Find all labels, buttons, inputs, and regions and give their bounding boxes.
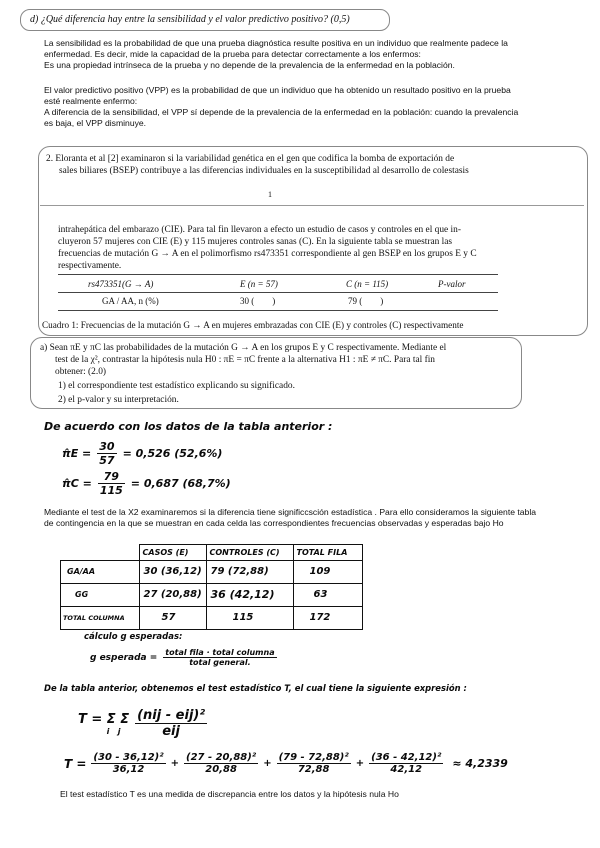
formula-num: (nij - eij)² <box>137 708 206 723</box>
table-cell: 30 (36,12) <box>139 560 206 583</box>
typed-line: Mediante el test de la X2 examinaremos si la diferencia tiene significcsción estadística . Para ello consideramos la siguiente tabla <box>44 507 537 517</box>
answer-line: La sensibilidad es la probabilidad de que una prueba diagnóstica resulte positiva en un individuo que realmente padece la <box>44 38 508 48</box>
table-caption: Cuadro 1: Frecuencias de la mutación G → A en mujeres embrazadas con CIE (E) y controles (C) respectivamente <box>42 320 464 330</box>
table-cell: CONTROLES (C) <box>206 545 293 561</box>
question-2-line: cluyeron 57 mujeres con CIE (E) y 115 mujeres controles sanas (C). En la siguiente tabla se muestran las <box>58 237 453 247</box>
handwritten-intro: De acuerdo con los datos de la tabla anterior : <box>44 420 333 433</box>
table-row <box>61 545 363 561</box>
question-a-item: 2) el p-valor y su interpretación. <box>58 395 179 405</box>
expected-formula <box>90 648 277 667</box>
pe-label: π̂E = <box>62 447 92 460</box>
final-note: El test estadístico T es una medida de discrepancia entre los datos y la hipótesis nula Ho <box>60 789 399 799</box>
answer-line: A diferencia de la sensibilidad, el VPP sí depende de la prevalencia de la enfermedad en la población: cuando la prevalencia <box>44 107 519 117</box>
term-fraction <box>184 752 258 775</box>
plus-sign: + <box>263 758 272 769</box>
freq-header-cell: C (n = 115) <box>346 279 389 289</box>
table-row <box>61 583 363 606</box>
plus-sign: + <box>170 758 179 769</box>
pe-result: = 0,526 (52,6%) <box>122 447 223 460</box>
answer-line: El valor predictivo positivo (VPP) es la probabilidad de que un individuo que ha obtenido un resultado positivo en la prueba <box>44 85 511 95</box>
question-a-item: 1) el correspondiente test estadístico explicando su significado. <box>58 381 295 391</box>
table-row <box>61 560 363 583</box>
question-a-line: a) Sean πE y πC las probabilidades de la mutación G → A en los grupos E y C respectivamente. Mediante el <box>40 343 447 353</box>
pc-fraction <box>98 470 125 497</box>
test-stat-intro: De la tabla anterior, obtenemos el test estadístico T, el cual tiene la siguiente expresión : <box>44 683 467 693</box>
table-mid-rule <box>58 292 498 293</box>
expected-label: g esperada = <box>90 652 158 663</box>
table-cell: 57 <box>139 606 206 629</box>
question-a <box>40 342 520 406</box>
table-top-rule <box>58 274 498 275</box>
formula-lhs: T = Σ Σ <box>78 711 130 727</box>
term-den: 20,88 <box>205 764 237 775</box>
contingency-table <box>60 544 363 630</box>
question-2-body <box>58 224 580 272</box>
typed-line: de contingencia en la que se muestran en cada celda las correspondientes frecuencias observadas y esperadas bajo Ho <box>44 518 504 528</box>
answer-line: es baja, el VPP disminuye. <box>44 118 147 128</box>
plus-sign: + <box>355 758 365 769</box>
pc-num: 79 <box>98 470 125 484</box>
term-fraction <box>91 752 165 775</box>
table-cell: 36 (42,12) <box>206 583 293 606</box>
term-fraction <box>277 752 351 775</box>
formula-den: eij <box>162 724 180 739</box>
table-cell: 115 <box>206 606 293 629</box>
question-a-line: obtener: (2.0) <box>55 367 107 377</box>
proportion-e <box>62 440 222 467</box>
term-den: 72,88 <box>297 764 330 775</box>
freq-cell: GA / AA, n (%) <box>102 296 159 306</box>
expected-den: total general. <box>189 658 251 667</box>
calc-lhs: T = <box>64 756 87 771</box>
table-cell <box>61 545 140 561</box>
table-cell: 27 (20,88) <box>139 583 206 606</box>
question-2-line: 2. Eloranta et al [2] examinaron si la variabilidad genética en el gen que codifica la bomba de exportación de <box>46 154 455 164</box>
term-fraction <box>369 752 443 775</box>
formula-fraction <box>135 708 207 739</box>
freq-header-cell: rs473351(G → A) <box>88 279 154 289</box>
question-2-line: sales biliares (BSEP) contribuye a las diferencias individuales en la susceptibilidad al desarrollo de colestasis <box>59 166 469 176</box>
table-cell: GG <box>61 583 140 606</box>
term-num: (79 - 72,88)² <box>278 752 349 763</box>
question-2-line: intrahepática del embarazo (CIE). Para tal fin llevaron a efecto un estudio de casos y controles en el que in- <box>58 225 461 235</box>
freq-header-cell: E (n = 57) <box>240 279 278 289</box>
term-num: (36 - 42,12)² <box>371 752 442 763</box>
formula-sums <box>78 712 129 736</box>
page-number: 1 <box>268 190 272 199</box>
freq-header-cell: P-valor <box>438 279 466 289</box>
pe-fraction <box>97 440 116 467</box>
term-num: (30 - 36,12)² <box>93 752 164 763</box>
term-den: 36,12 <box>112 764 145 775</box>
question-d-text: d) ¿Qué diferencia hay entre la sensibilidad y el valor predictivo positivo? (0,5) <box>30 14 350 25</box>
pc-den: 115 <box>99 484 123 497</box>
question-2-line: frecuencias de mutación G → A en el polimorfismo rs473351 correspondiente al gen BSEP en los grupos E y C <box>58 249 477 259</box>
formula-sub: i j <box>106 726 121 736</box>
expected-fraction <box>163 648 276 667</box>
freq-cell: 30 ( ) <box>240 296 276 306</box>
test-stat-calc <box>64 752 508 775</box>
freq-table-row <box>58 296 498 308</box>
page-break-line <box>40 205 584 206</box>
table-cell: 172 <box>293 606 362 629</box>
answer-line: enfermedad. Es decir, mide la capacidad de la prueba para detectar correctamente a los enfermos: <box>44 49 421 59</box>
table-cell: GA/AA <box>61 560 140 583</box>
term-den: 42,12 <box>390 764 423 775</box>
answer-d <box>44 38 584 129</box>
table-cell: 79 (72,88) <box>206 560 293 583</box>
table-cell: 63 <box>293 583 362 606</box>
question-2-intro <box>46 153 578 177</box>
pe-den: 57 <box>99 454 115 467</box>
pc-label: π̂C = <box>62 477 92 490</box>
table-cell: CASOS (E) <box>139 545 206 561</box>
table-row <box>61 606 363 629</box>
test-stat-formula <box>78 708 207 739</box>
expected-heading: cálculo g esperadas: <box>84 632 183 642</box>
calc-result: ≈ 4,2339 <box>452 757 508 770</box>
proportion-c <box>62 470 231 497</box>
table-cell: TOTAL FILA <box>293 545 362 561</box>
freq-table-header <box>58 279 498 291</box>
answer-line: Es una propiedad intrínseca de la prueba y no depende de la prevalencia de la enfermedad en la población. <box>44 60 455 70</box>
pe-num: 30 <box>99 440 115 453</box>
pc-result: = 0,687 (68,7%) <box>130 477 231 490</box>
question-a-line: test de la χ², contrastar la hipótesis nula H0 : πE = πC frente a la alternativa H1 : πE ≠ πC. Para tal fin <box>55 355 435 365</box>
freq-cell: 79 ( ) <box>348 296 384 306</box>
expected-num: total fila · total columna <box>165 648 275 657</box>
table-bottom-rule <box>58 310 498 311</box>
table-cell: 109 <box>293 560 362 583</box>
question-2-line: respectivamente. <box>58 261 122 271</box>
answer-line: esté realmente enfermo: <box>44 96 138 106</box>
table-cell: TOTAL COLUMNA <box>61 606 140 629</box>
term-num: (27 - 20,88)² <box>186 752 257 763</box>
typed-paragraph <box>44 507 594 529</box>
